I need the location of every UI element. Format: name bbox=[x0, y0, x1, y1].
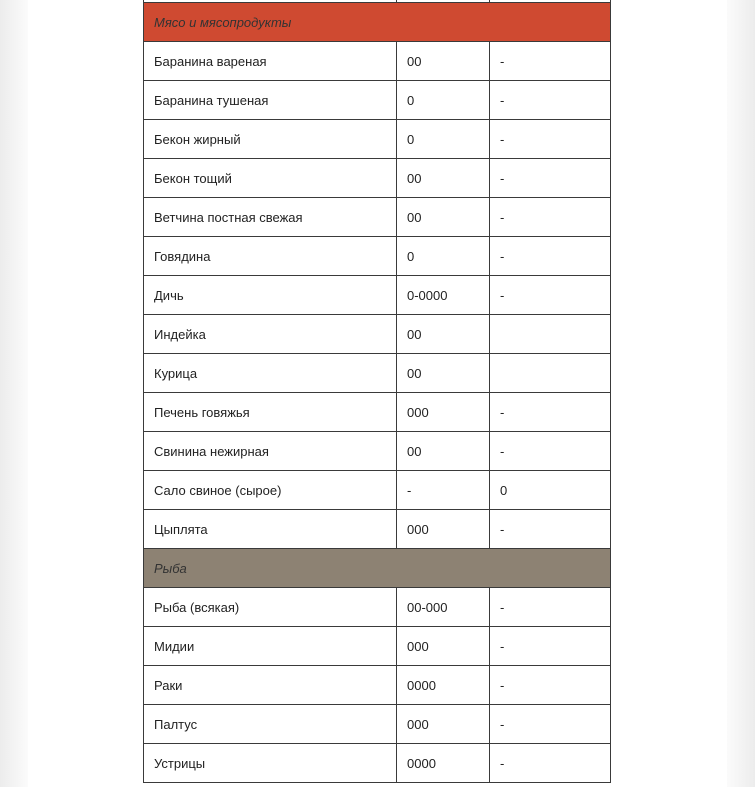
value-cell: 000 bbox=[397, 510, 490, 549]
product-name: Индейка bbox=[144, 315, 397, 354]
product-name: Устрицы bbox=[144, 744, 397, 783]
page-shadow-left bbox=[0, 0, 28, 787]
table-row bbox=[144, 432, 611, 471]
value-cell: - bbox=[490, 159, 611, 198]
value-cell: - bbox=[490, 588, 611, 627]
value-cell: 00 bbox=[397, 42, 490, 81]
value-cell: 000 bbox=[397, 705, 490, 744]
section-header-meat bbox=[144, 3, 611, 42]
section-title: Мясо и мясопродукты bbox=[144, 3, 611, 42]
value-cell: - bbox=[490, 510, 611, 549]
value-cell: - bbox=[490, 744, 611, 783]
value-cell: 00 bbox=[397, 432, 490, 471]
value-cell bbox=[490, 354, 611, 393]
product-name: Свинина нежирная bbox=[144, 432, 397, 471]
value-cell: - bbox=[490, 198, 611, 237]
table-row bbox=[144, 81, 611, 120]
value-cell: 0000 bbox=[397, 666, 490, 705]
value-cell: 0 bbox=[397, 81, 490, 120]
value-cell: 0000 bbox=[397, 744, 490, 783]
value-cell: - bbox=[490, 705, 611, 744]
table-row bbox=[144, 744, 611, 783]
value-cell: 00-000 bbox=[397, 588, 490, 627]
value-cell: - bbox=[490, 81, 611, 120]
product-name: Раки bbox=[144, 666, 397, 705]
value-cell: - bbox=[490, 120, 611, 159]
table-row bbox=[144, 666, 611, 705]
product-name: Бекон тощий bbox=[144, 159, 397, 198]
value-cell: 00 bbox=[397, 315, 490, 354]
product-name: Говядина bbox=[144, 237, 397, 276]
table-row bbox=[144, 588, 611, 627]
section-header-fish bbox=[144, 549, 611, 588]
value-cell: - bbox=[490, 42, 611, 81]
product-name: Баранина вареная bbox=[144, 42, 397, 81]
table-row bbox=[144, 393, 611, 432]
value-cell: 0 bbox=[397, 120, 490, 159]
value-cell: 000 bbox=[397, 393, 490, 432]
table-row bbox=[144, 42, 611, 81]
section-title: Рыба bbox=[144, 549, 611, 588]
value-cell: 0 bbox=[490, 471, 611, 510]
value-cell bbox=[490, 315, 611, 354]
table-row bbox=[144, 120, 611, 159]
value-cell: 00 bbox=[397, 354, 490, 393]
product-name: Палтус bbox=[144, 705, 397, 744]
table-row bbox=[144, 315, 611, 354]
value-cell: - bbox=[490, 393, 611, 432]
table-row bbox=[144, 276, 611, 315]
value-cell: 00 bbox=[397, 198, 490, 237]
product-table bbox=[143, 0, 611, 783]
value-cell: - bbox=[490, 237, 611, 276]
product-name: Цыплята bbox=[144, 510, 397, 549]
table-row bbox=[144, 627, 611, 666]
value-cell: - bbox=[490, 276, 611, 315]
table-row bbox=[144, 159, 611, 198]
product-name: Рыба (всякая) bbox=[144, 588, 397, 627]
table-row bbox=[144, 198, 611, 237]
value-cell: - bbox=[490, 432, 611, 471]
table-row bbox=[144, 510, 611, 549]
table-row bbox=[144, 237, 611, 276]
value-cell: 0 bbox=[397, 237, 490, 276]
table-row bbox=[144, 471, 611, 510]
table-row bbox=[144, 705, 611, 744]
product-name: Мидии bbox=[144, 627, 397, 666]
page-shadow-right bbox=[727, 0, 755, 787]
product-name: Сало свиное (сырое) bbox=[144, 471, 397, 510]
value-cell: 000 bbox=[397, 627, 490, 666]
product-name: Бекон жирный bbox=[144, 120, 397, 159]
value-cell: 0-0000 bbox=[397, 276, 490, 315]
product-name: Дичь bbox=[144, 276, 397, 315]
product-name: Баранина тушеная bbox=[144, 81, 397, 120]
value-cell: 00 bbox=[397, 159, 490, 198]
table-row bbox=[144, 354, 611, 393]
value-cell: - bbox=[490, 666, 611, 705]
product-name: Печень говяжья bbox=[144, 393, 397, 432]
value-cell: - bbox=[490, 627, 611, 666]
product-name: Курица bbox=[144, 354, 397, 393]
value-cell: - bbox=[397, 471, 490, 510]
product-name: Ветчина постная свежая bbox=[144, 198, 397, 237]
